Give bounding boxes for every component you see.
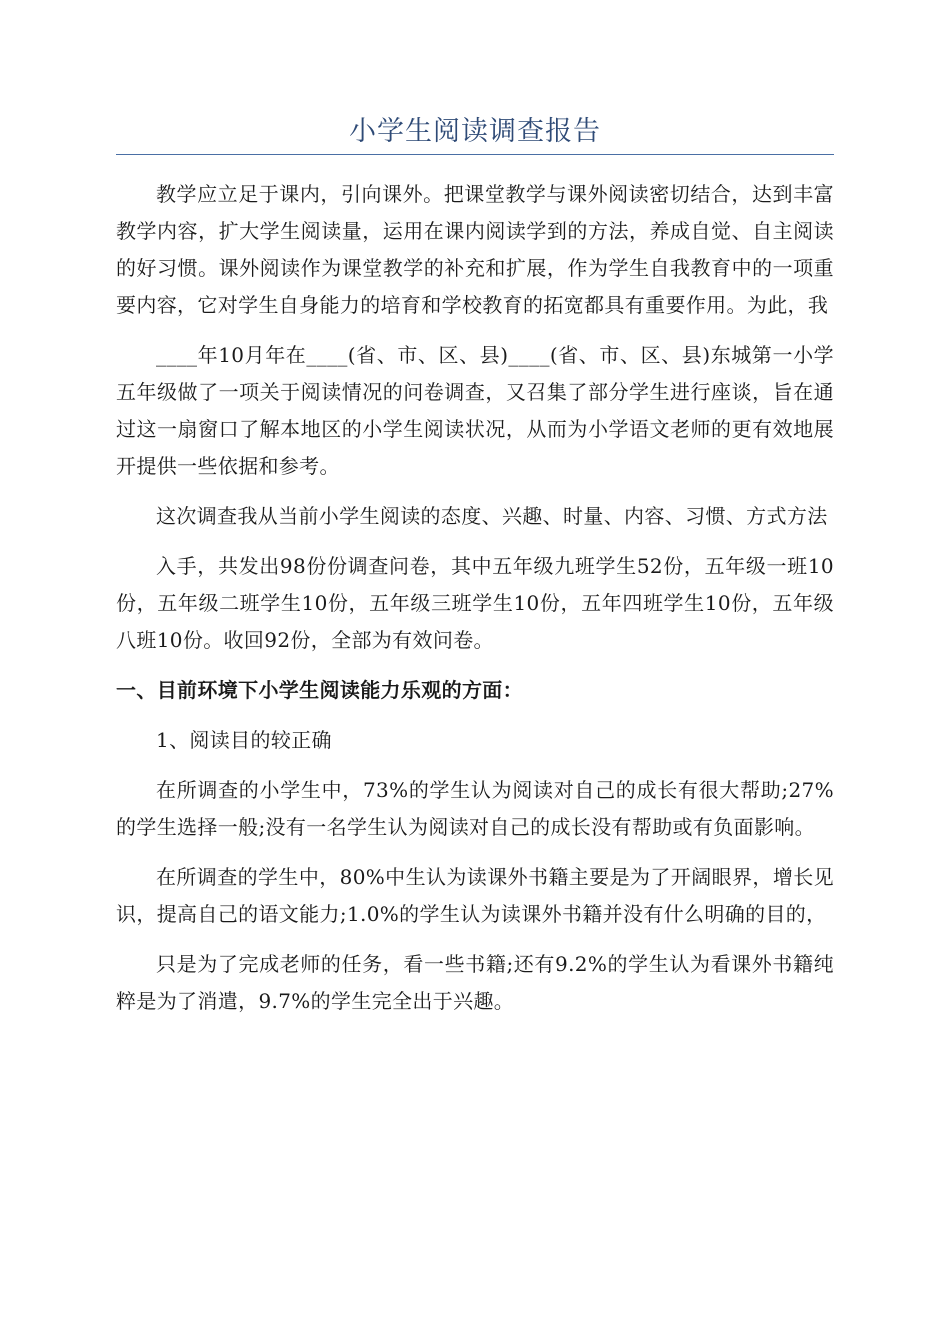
paragraph-finding-1: 在所调查的小学生中，73%的学生认为阅读对自己的成长有很大帮助;27%的学生选择一般;没有一名学生认为阅读对自己的成长没有帮助或有负面影响。 xyxy=(116,778,834,839)
paragraph-survey-info: ____年10月年在____(省、市、区、县)____(省、市、区、县)东城第一小学五年级做了一项关于阅读情况的问卷调查，又召集了部分学生进行座谈，旨在通过这一扇窗口了解本地区的小学生阅读状况，从而为小学语文老师的更有效地展开提供一些依据和参考。 xyxy=(116,343,835,478)
subsection-heading-1-1: 1、阅读目的较正确 xyxy=(156,728,332,752)
section-heading-1: 一、目前环境下小学生阅读能力乐观的方面： xyxy=(116,678,523,702)
document-title: 小学生阅读调查报告 xyxy=(349,116,601,147)
paragraph-survey-distribution: 入手，共发出98份份调查问卷，其中五年级九班学生52份，五年级一班10份，五年级二班学生10份，五年级三班学生10份，五年四班学生10份，五年级八班10份。收回92份，全部为有效问卷。 xyxy=(116,554,834,652)
paragraph-finding-3: 只是为了完成老师的任务，看一些书籍;还有9.2%的学生认为看课外书籍纯粹是为了消遣，9.7%的学生完全出于兴趣。 xyxy=(116,952,834,1013)
document-body xyxy=(116,176,834,1033)
paragraph-finding-2: 在所调查的学生中，80%中生认为读课外书籍主要是为了开阔眼界，增长见识，提高自己的语文能力;1.0%的学生认为读课外书籍并没有什么明确的目的， xyxy=(116,865,834,926)
title-underline xyxy=(116,154,834,155)
paragraph-intro: 教学应立足于课内，引向课外。把课堂教学与课外阅读密切结合，达到丰富教学内容，扩大学生阅读量，运用在课内阅读学到的方法，养成自觉、自主阅读的好习惯。课外阅读作为课堂教学的补充和扩展，作为学生自我教育中的一项重要内容，它对学生自身能力的培育和学校教育的拓宽都具有重要作用。为此，我 xyxy=(116,182,834,317)
paragraph-survey-scope: 这次调查我从当前小学生阅读的态度、兴趣、时量、内容、习惯、方式方法 xyxy=(156,504,828,528)
